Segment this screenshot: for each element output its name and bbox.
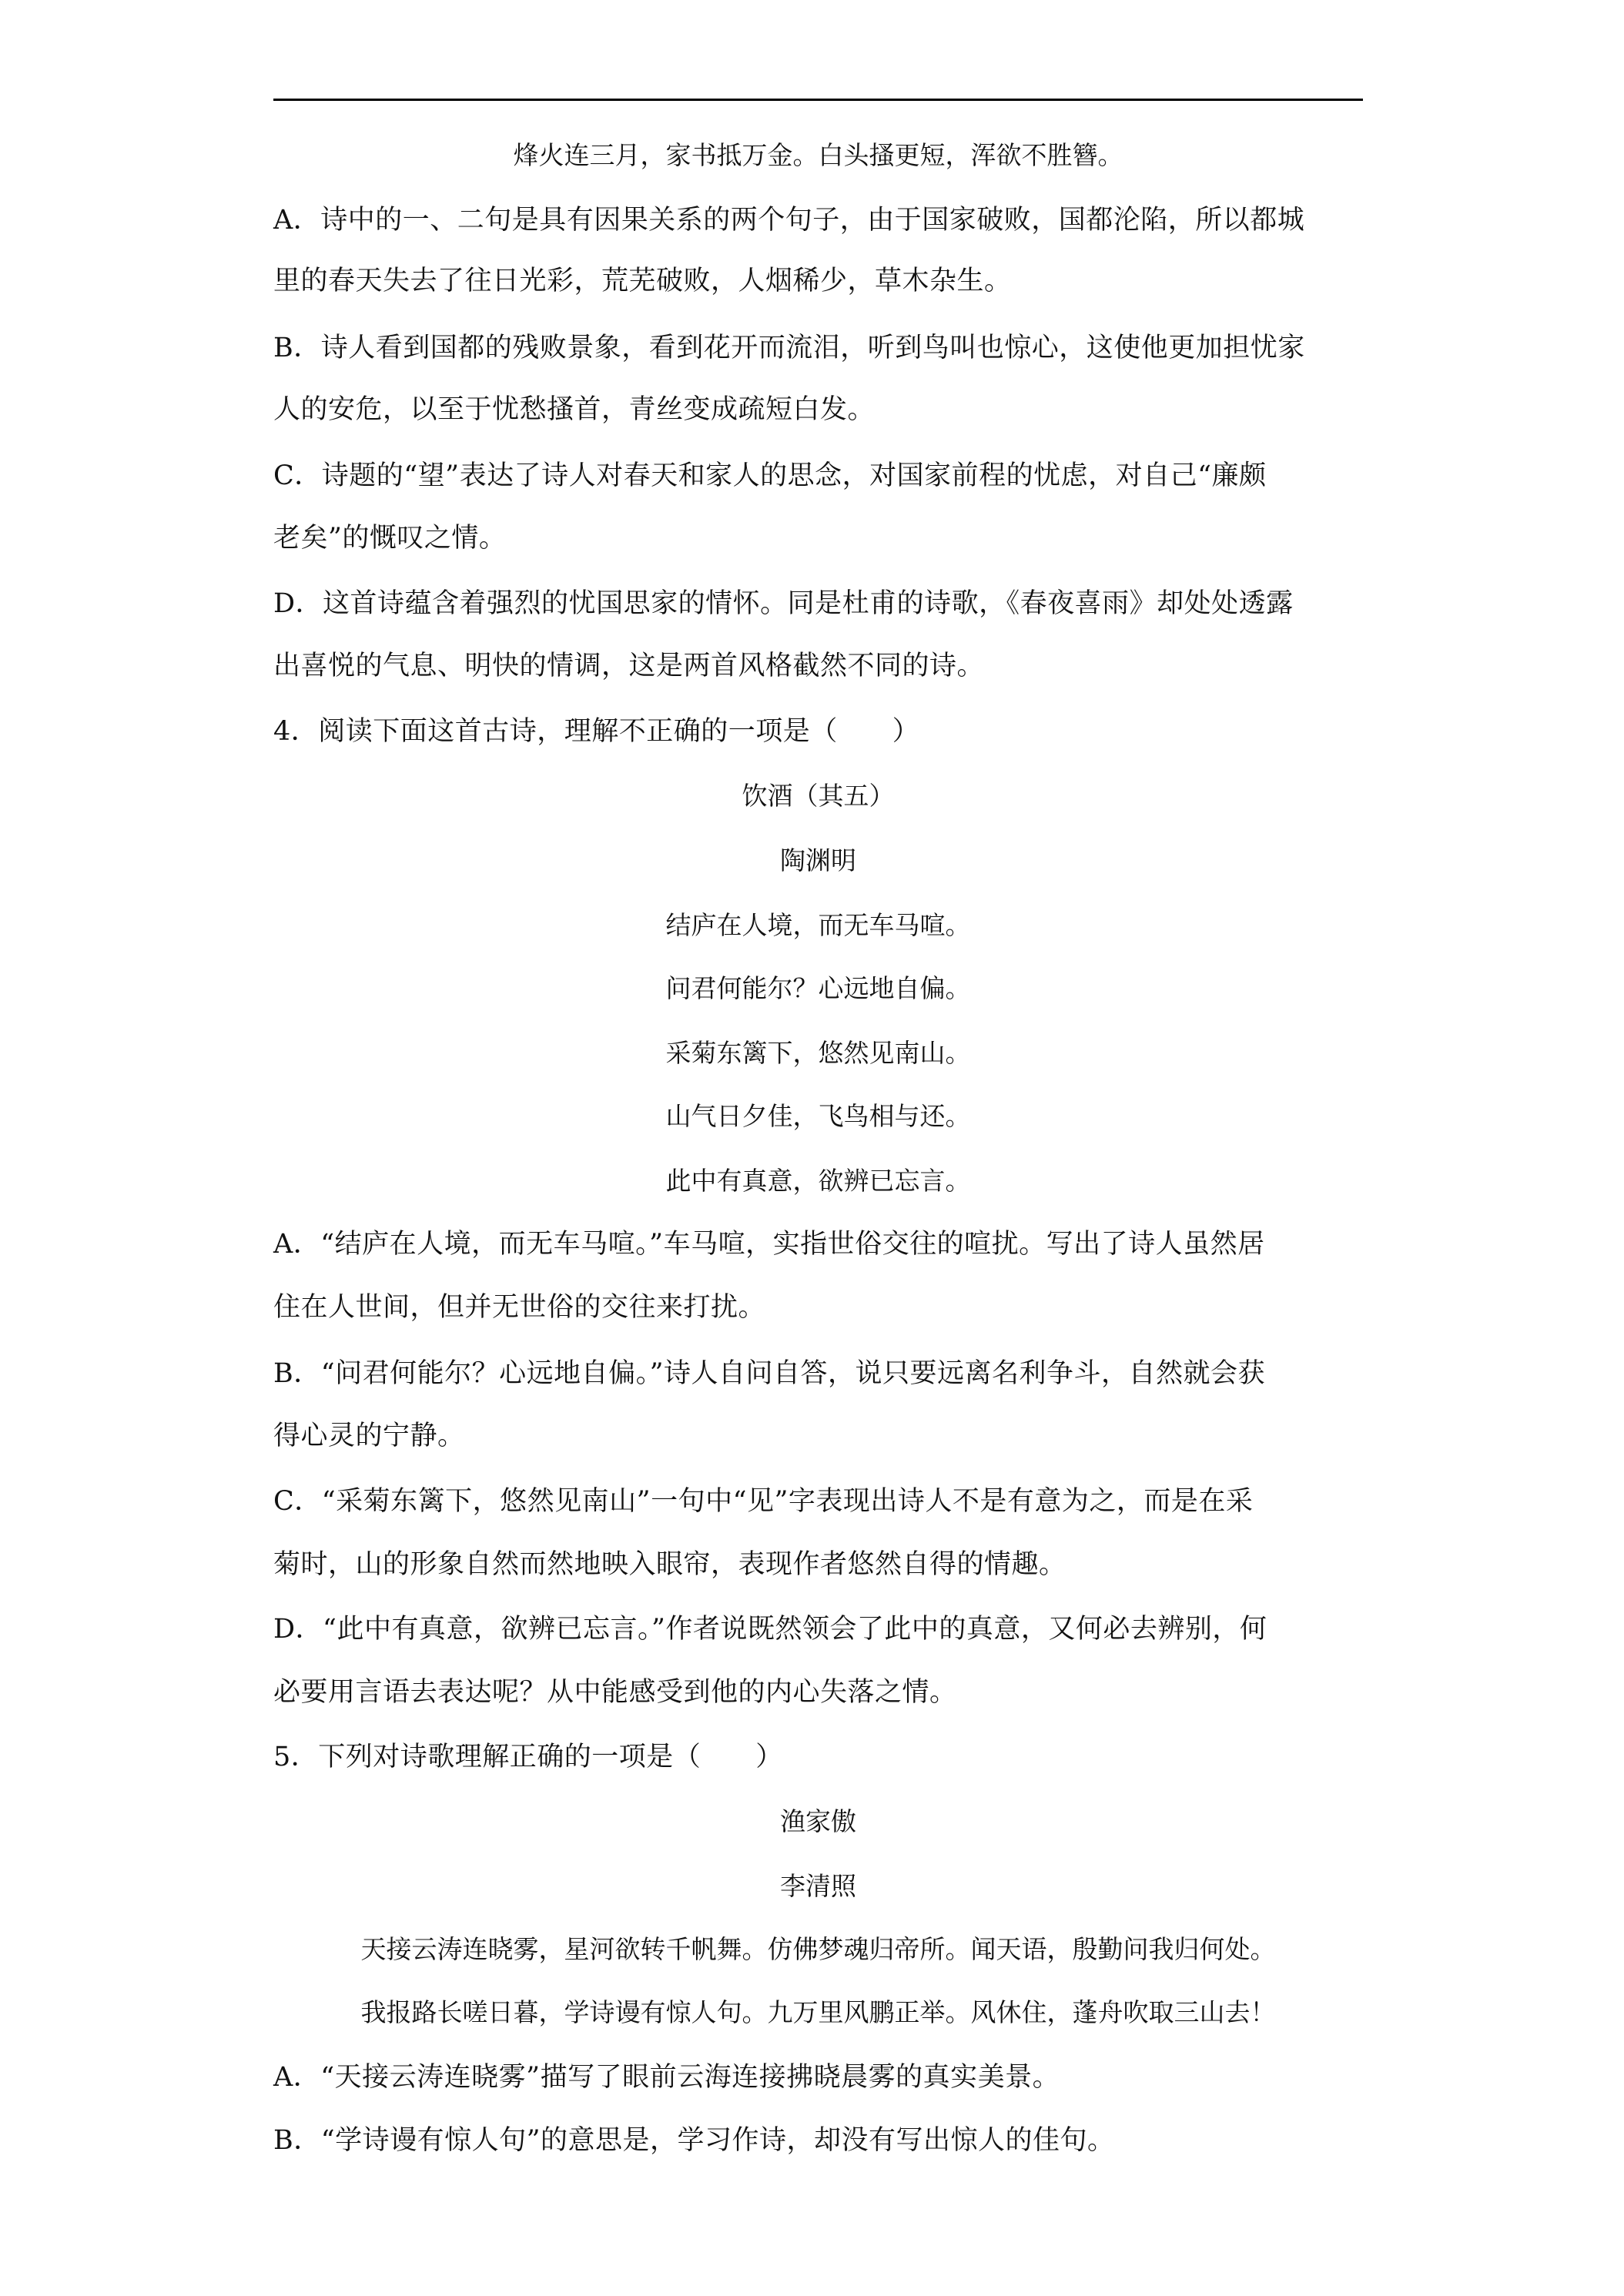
option-c: C．“采菊东篱下，悠然见南山”一句中“见”字表现出诗人不是有意为之，而是在采 <box>273 1486 1254 1517</box>
poem-line: 我报路长嗟日暮，学诗谩有惊人句。九万里风鹏正举。风休住，蓬舟吹取三山去！ <box>360 1997 1276 2027</box>
poem-line: 结庐在人境，而无车马喧。 <box>665 910 971 940</box>
poem-line: 此中有真意，欲辨已忘言。 <box>665 1166 971 1196</box>
option-b-cont: 得心灵的宁静。 <box>273 1421 465 1451</box>
option-d: D．“此中有真意，欲辨已忘言。”作者说既然领会了此中的真意，又何必去辨别，何 <box>273 1614 1267 1645</box>
option-c: C．诗题的“望”表达了诗人对春天和家人的思念，对国家前程的忧虑，对自己“廉颇 <box>273 460 1267 491</box>
poem-author: 李清照 <box>780 1871 856 1901</box>
question-4: 4．阅读下面这首古诗，理解不正确的一项是（ ） <box>273 716 920 747</box>
poem-line: 山气日夕佳，飞鸟相与还。 <box>665 1101 971 1131</box>
option-c-cont: 老矣”的慨叹之情。 <box>273 523 507 554</box>
question-5: 5．下列对诗歌理解正确的一项是（ ） <box>273 1742 783 1772</box>
option-d-cont: 必要用言语去表达呢？从中能感受到他的内心失落之情。 <box>273 1677 957 1708</box>
option-b: B．诗人看到国都的残败景象，看到花开而流泪，听到鸟叫也惊心，这使他更加担忧家 <box>273 333 1305 363</box>
option-b-cont: 人的安危，以至于忧愁搔首，青丝变成疏短白发。 <box>273 394 876 425</box>
poem-line: 采菊东篱下，悠然见南山。 <box>665 1038 971 1068</box>
poem-title: 渔家傲 <box>780 1806 856 1836</box>
header-rule <box>273 99 1363 101</box>
poem-title: 饮酒（其五） <box>742 781 895 811</box>
option-a: A．“天接云涛连晓雾”描写了眼前云海连接拂晓晨雾的真实美景。 <box>273 2062 1060 2093</box>
option-d-cont: 出喜悦的气息、明快的情调，这是两首风格截然不同的诗。 <box>273 651 985 681</box>
option-c-cont: 菊时，山的形象自然而然地映入眼帘，表现作者悠然自得的情趣。 <box>273 1549 1066 1580</box>
option-b: B．“问君何能尔？心远地自偏。”诗人自问自答，说只要远离名利争斗，自然就会获 <box>273 1358 1266 1389</box>
poem-author: 陶渊明 <box>780 845 856 875</box>
poem-line: 天接云涛连晓雾，星河欲转千帆舞。仿佛梦魂归帝所。闻天语，殷勤问我归何处。 <box>360 1934 1276 1964</box>
option-a-cont: 住在人世间，但并无世俗的交往来打扰。 <box>273 1292 766 1323</box>
option-a: A．“结庐在人境，而无车马喧。”车马喧，实指世俗交往的喧扰。写出了诗人虽然居 <box>273 1229 1265 1260</box>
poem-line: 问君何能尔？心远地自偏。 <box>665 973 971 1003</box>
option-d: D．这首诗蕴含着强烈的忧国思家的情怀。同是杜甫的诗歌，《春夜喜雨》却处处透露 <box>273 588 1294 619</box>
option-a-cont: 里的春天失去了往日光彩，荒芜破败，人烟稀少，草木杂生。 <box>273 266 1012 296</box>
poem-line: 烽火连三月，家书抵万金。白头搔更短，浑欲不胜簪。 <box>513 140 1123 170</box>
option-a: A．诗中的一、二句是具有因果关系的两个句子，由于国家破败，国都沦陷，所以都城 <box>273 205 1305 236</box>
option-b: B．“学诗谩有惊人句”的意思是，学习作诗，却没有写出惊人的佳句。 <box>273 2125 1115 2156</box>
